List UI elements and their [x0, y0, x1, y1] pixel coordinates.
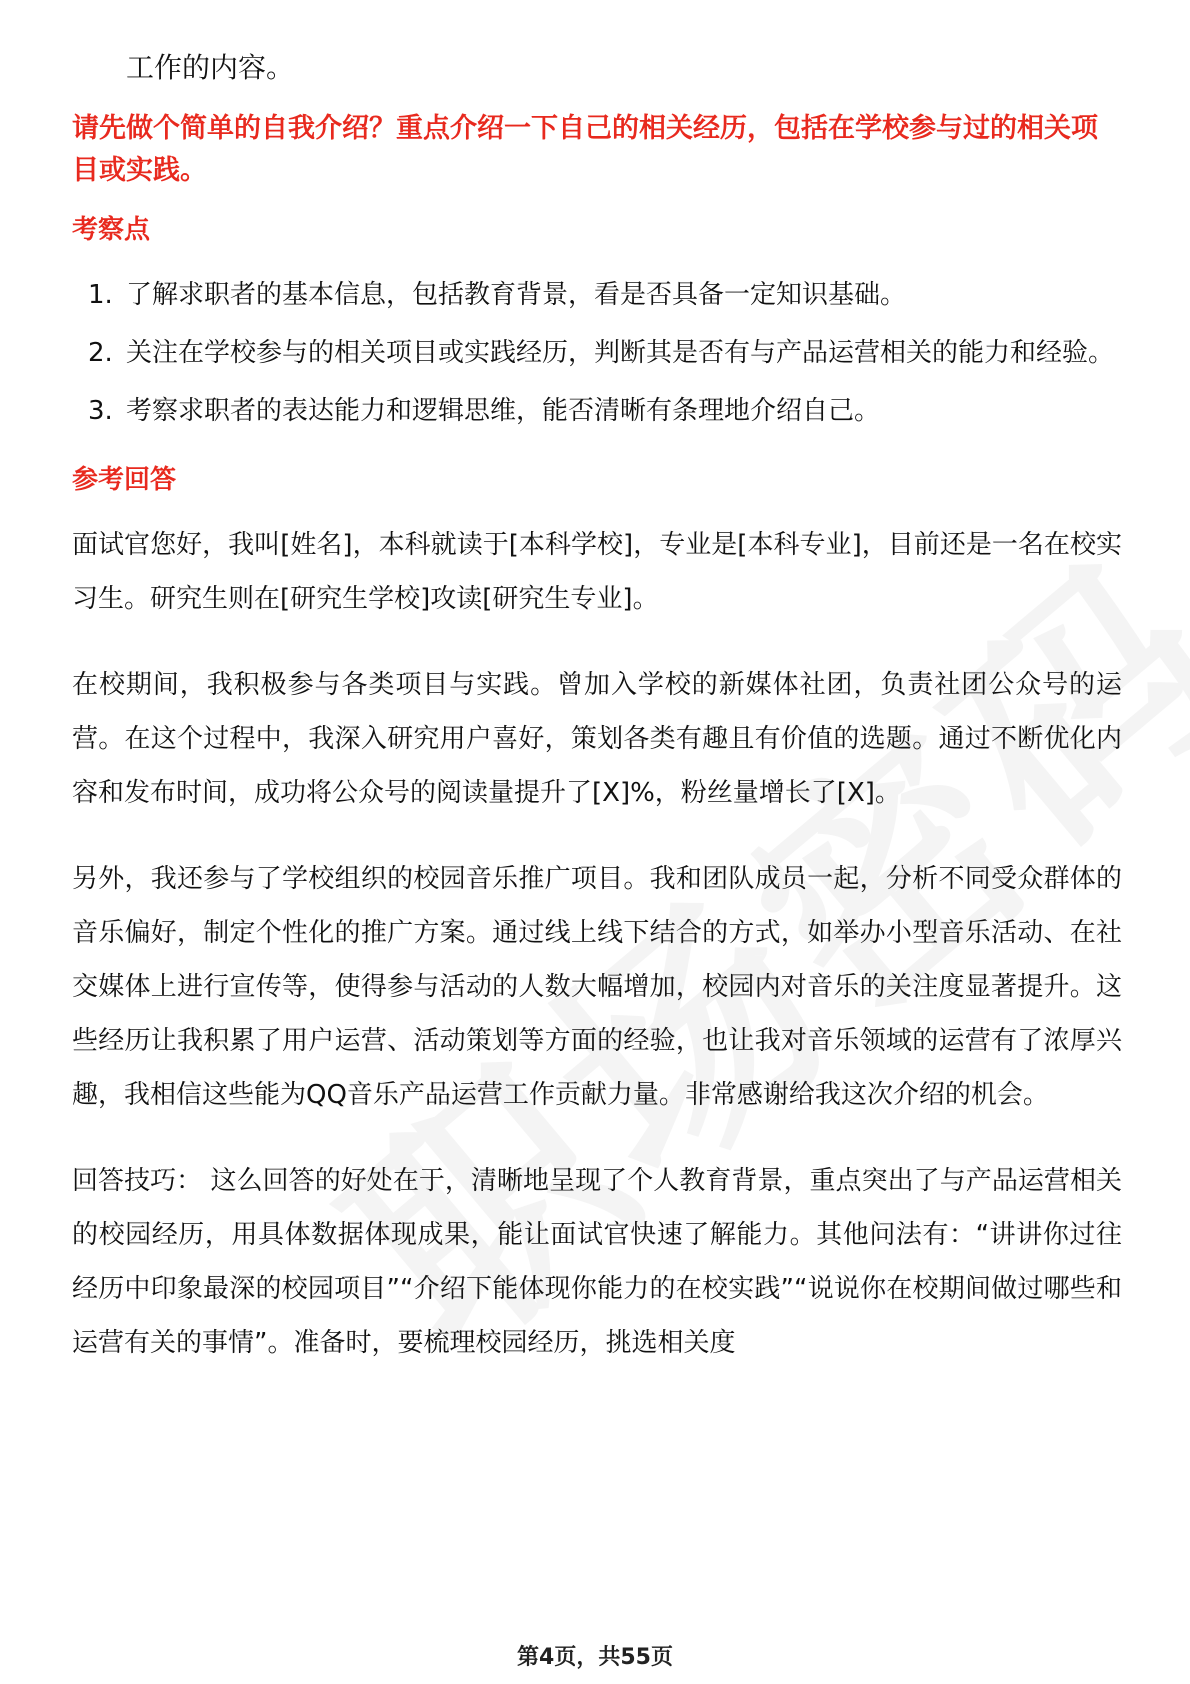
answer-paragraph: 在校期间，我积极参与各类项目与实践。曾加入学校的新媒体社团，负责社团公众号的运营。在这个过程中，我深入研究用户喜好，策划各类有趣且有价值的选题。通过不断优化内容和发布时间，成功将公众号的阅读量提升了[X]%，粉丝量增长了[X]。	[72, 670, 1122, 808]
page-number: 第4页，共55页	[517, 1645, 673, 1670]
assessment-list	[72, 268, 1122, 438]
continuation-text: 工作的内容。	[126, 51, 295, 84]
answer-tips: 回答技巧： 这么回答的好处在于，清晰地呈现了个人教育背景，重点突出了与产品运营相关的校园经历，用具体数据体现成果，能让面试官快速了解能力。其他问法有：“讲讲你过往经历中印象最深的校园项目”“介绍下能体现你能力的在校实践”“说说你在校期间做过哪些和运营有关的事情”。准备时，要梳理校园经历，挑选相关度	[72, 1166, 1122, 1358]
assessment-item	[72, 384, 1122, 438]
answer-paragraph: 另外，我还参与了学校组织的校园音乐推广项目。我和团队成员一起，分析不同受众群体的音乐偏好，制定个性化的推广方案。通过线上线下结合的方式，如举办小型音乐活动、在社交媒体上进行宣传等，使得参与活动的人数大幅增加，校园内对音乐的关注度显著提升。这些经历让我积累了用户运营、活动策划等方面的经验，也让我对音乐领域的运营有了浓厚兴趣，我相信这些能为QQ音乐产品运营工作贡献力量。非常感谢给我这次介绍的机会。	[72, 864, 1122, 1110]
item-text: 了解求职者的基本信息，包括教育背景，看是否具备一定知识基础。	[126, 280, 907, 310]
assessment-title: 考察点	[72, 215, 151, 245]
page-content	[72, 40, 1122, 1402]
item-number: 1.	[88, 280, 113, 310]
assessment-item	[72, 268, 1122, 322]
item-number: 2.	[88, 338, 113, 368]
item-text: 考察求职者的表达能力和逻辑思维，能否清晰有条理地介绍自己。	[126, 396, 881, 426]
item-number: 3.	[88, 396, 113, 426]
answer-paragraph: 面试官您好，我叫[姓名]，本科就读于[本科学校]，专业是[本科专业]，目前还是一名在校实习生。研究生则在[研究生学校]攻读[研究生专业]。	[72, 530, 1122, 614]
interview-question: 请先做个简单的自我介绍？重点介绍一下自己的相关经历，包括在学校参与过的相关项目或实践。	[72, 113, 1098, 186]
item-text: 关注在学校参与的相关项目或实践经历，判断其是否有与产品运营相关的能力和经验。	[126, 338, 1115, 368]
answer-title: 参考回答	[72, 465, 177, 495]
assessment-item	[72, 326, 1122, 380]
